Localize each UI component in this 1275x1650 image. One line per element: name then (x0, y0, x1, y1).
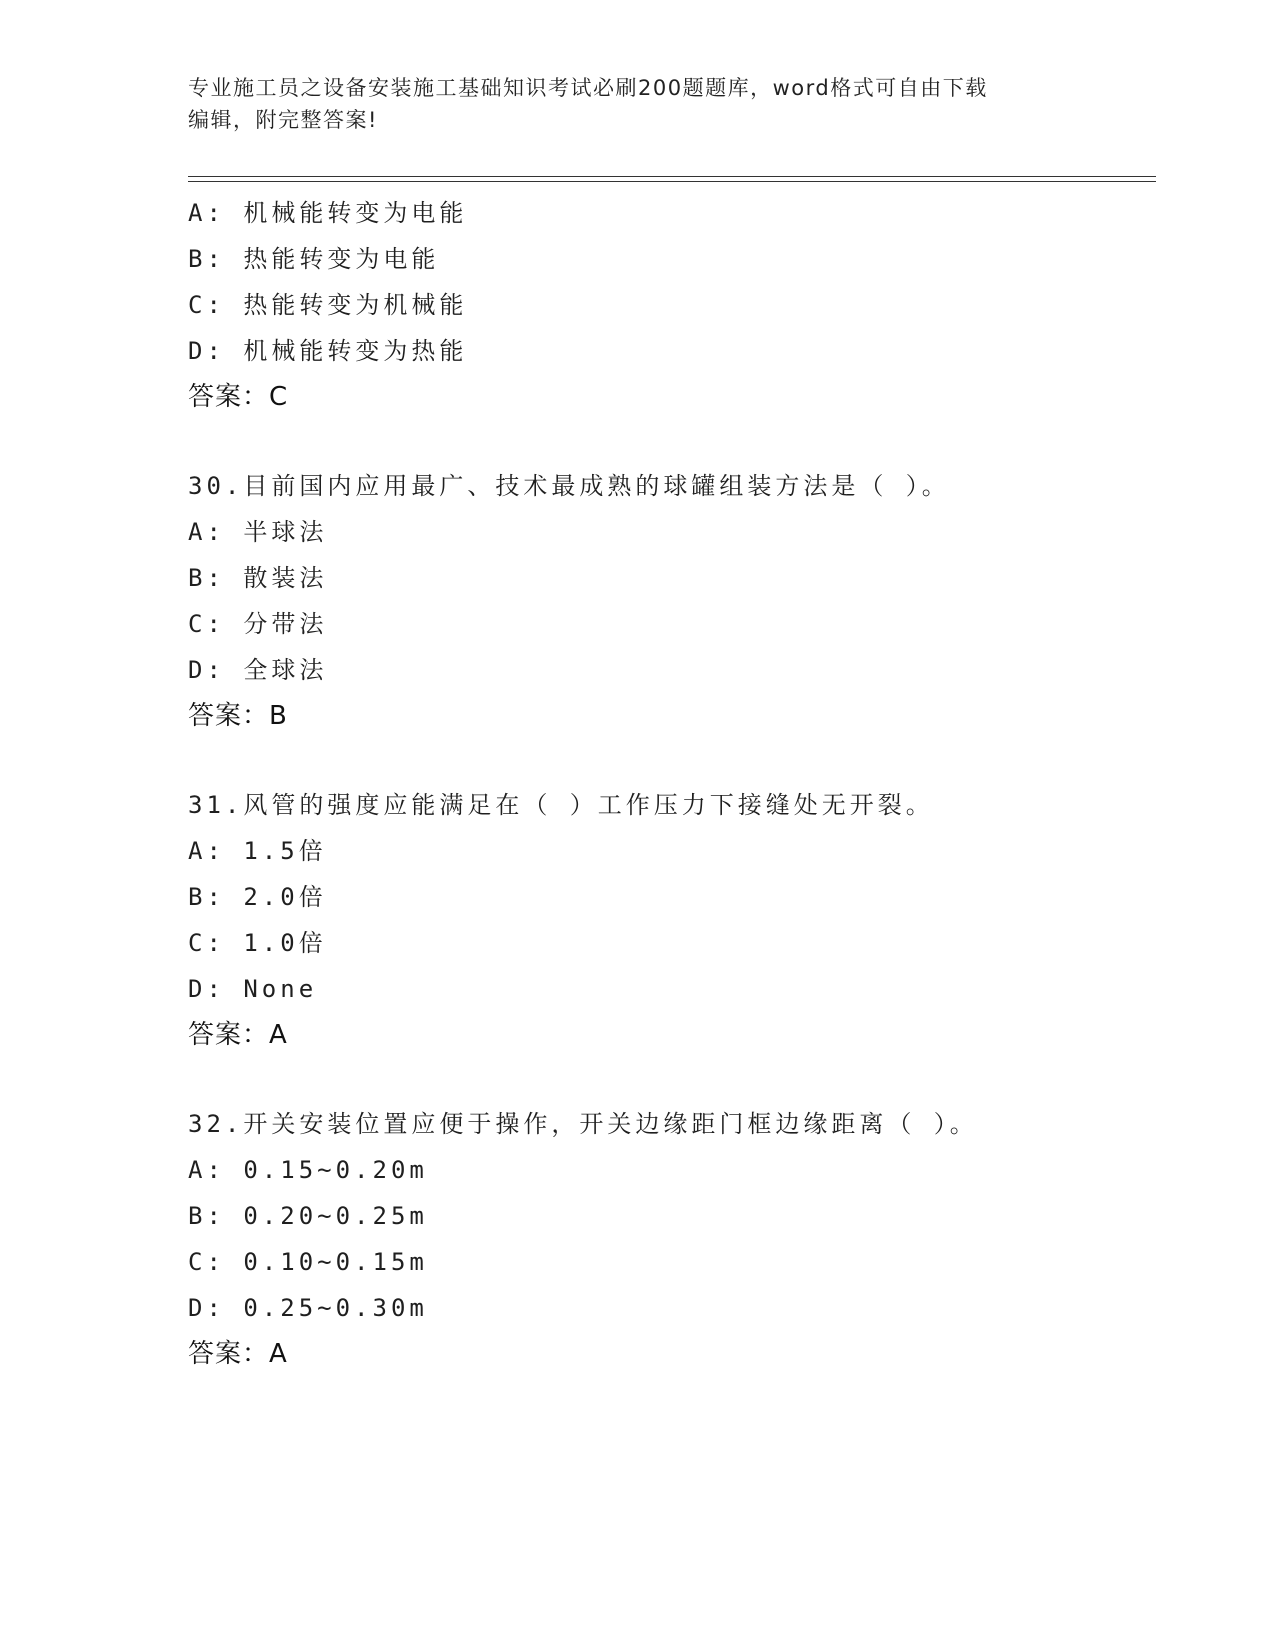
question-block-30 (188, 463, 1148, 739)
question-text: 32.开关安装位置应便于操作，开关边缘距门框边缘距离（ ）。 (188, 1110, 978, 1138)
header-title-line-1: 专业施工员之设备安装施工基础知识考试必刷200题题库，word格式可自由下载 (188, 76, 988, 100)
option-d: D: 机械能转变为热能 (188, 337, 468, 365)
header-title-line-2: 编辑，附完整答案! (188, 108, 378, 132)
header-divider-bottom (188, 181, 1156, 182)
question-text: 31.风管的强度应能满足在（ ）工作压力下接缝处无开裂。 (188, 791, 934, 819)
option-c: C: 热能转变为机械能 (188, 291, 468, 319)
question-list (188, 190, 1148, 1377)
question-block-32 (188, 1101, 1148, 1377)
option-b: B: 2.0倍 (188, 883, 327, 911)
question-block-31 (188, 782, 1148, 1058)
option-d: D: 0.25~0.30m (188, 1294, 428, 1322)
option-b: B: 散装法 (188, 564, 328, 592)
question-block-29 (188, 190, 1148, 420)
option-c: C: 分带法 (188, 610, 328, 638)
answer-line: 答案：A (188, 1339, 288, 1369)
option-a: A: 0.15~0.20m (188, 1156, 428, 1184)
answer-line: 答案：C (188, 382, 289, 412)
option-a: A: 机械能转变为电能 (188, 199, 468, 227)
option-a: A: 半球法 (188, 518, 328, 546)
spacer (188, 739, 1148, 782)
option-b: B: 热能转变为电能 (188, 245, 440, 273)
document-header (188, 72, 1088, 136)
answer-line: 答案：A (188, 1020, 288, 1050)
option-d: D: 全球法 (188, 656, 328, 684)
option-b: B: 0.20~0.25m (188, 1202, 428, 1230)
option-d: D: None (188, 975, 318, 1003)
option-a: A: 1.5倍 (188, 837, 327, 865)
option-c: C: 1.0倍 (188, 929, 327, 957)
question-text: 30.目前国内应用最广、技术最成熟的球罐组装方法是（ ）。 (188, 472, 950, 500)
answer-line: 答案：B (188, 701, 288, 731)
spacer (188, 1058, 1148, 1101)
header-divider-top (188, 176, 1156, 177)
option-c: C: 0.10~0.15m (188, 1248, 428, 1276)
spacer (188, 420, 1148, 463)
